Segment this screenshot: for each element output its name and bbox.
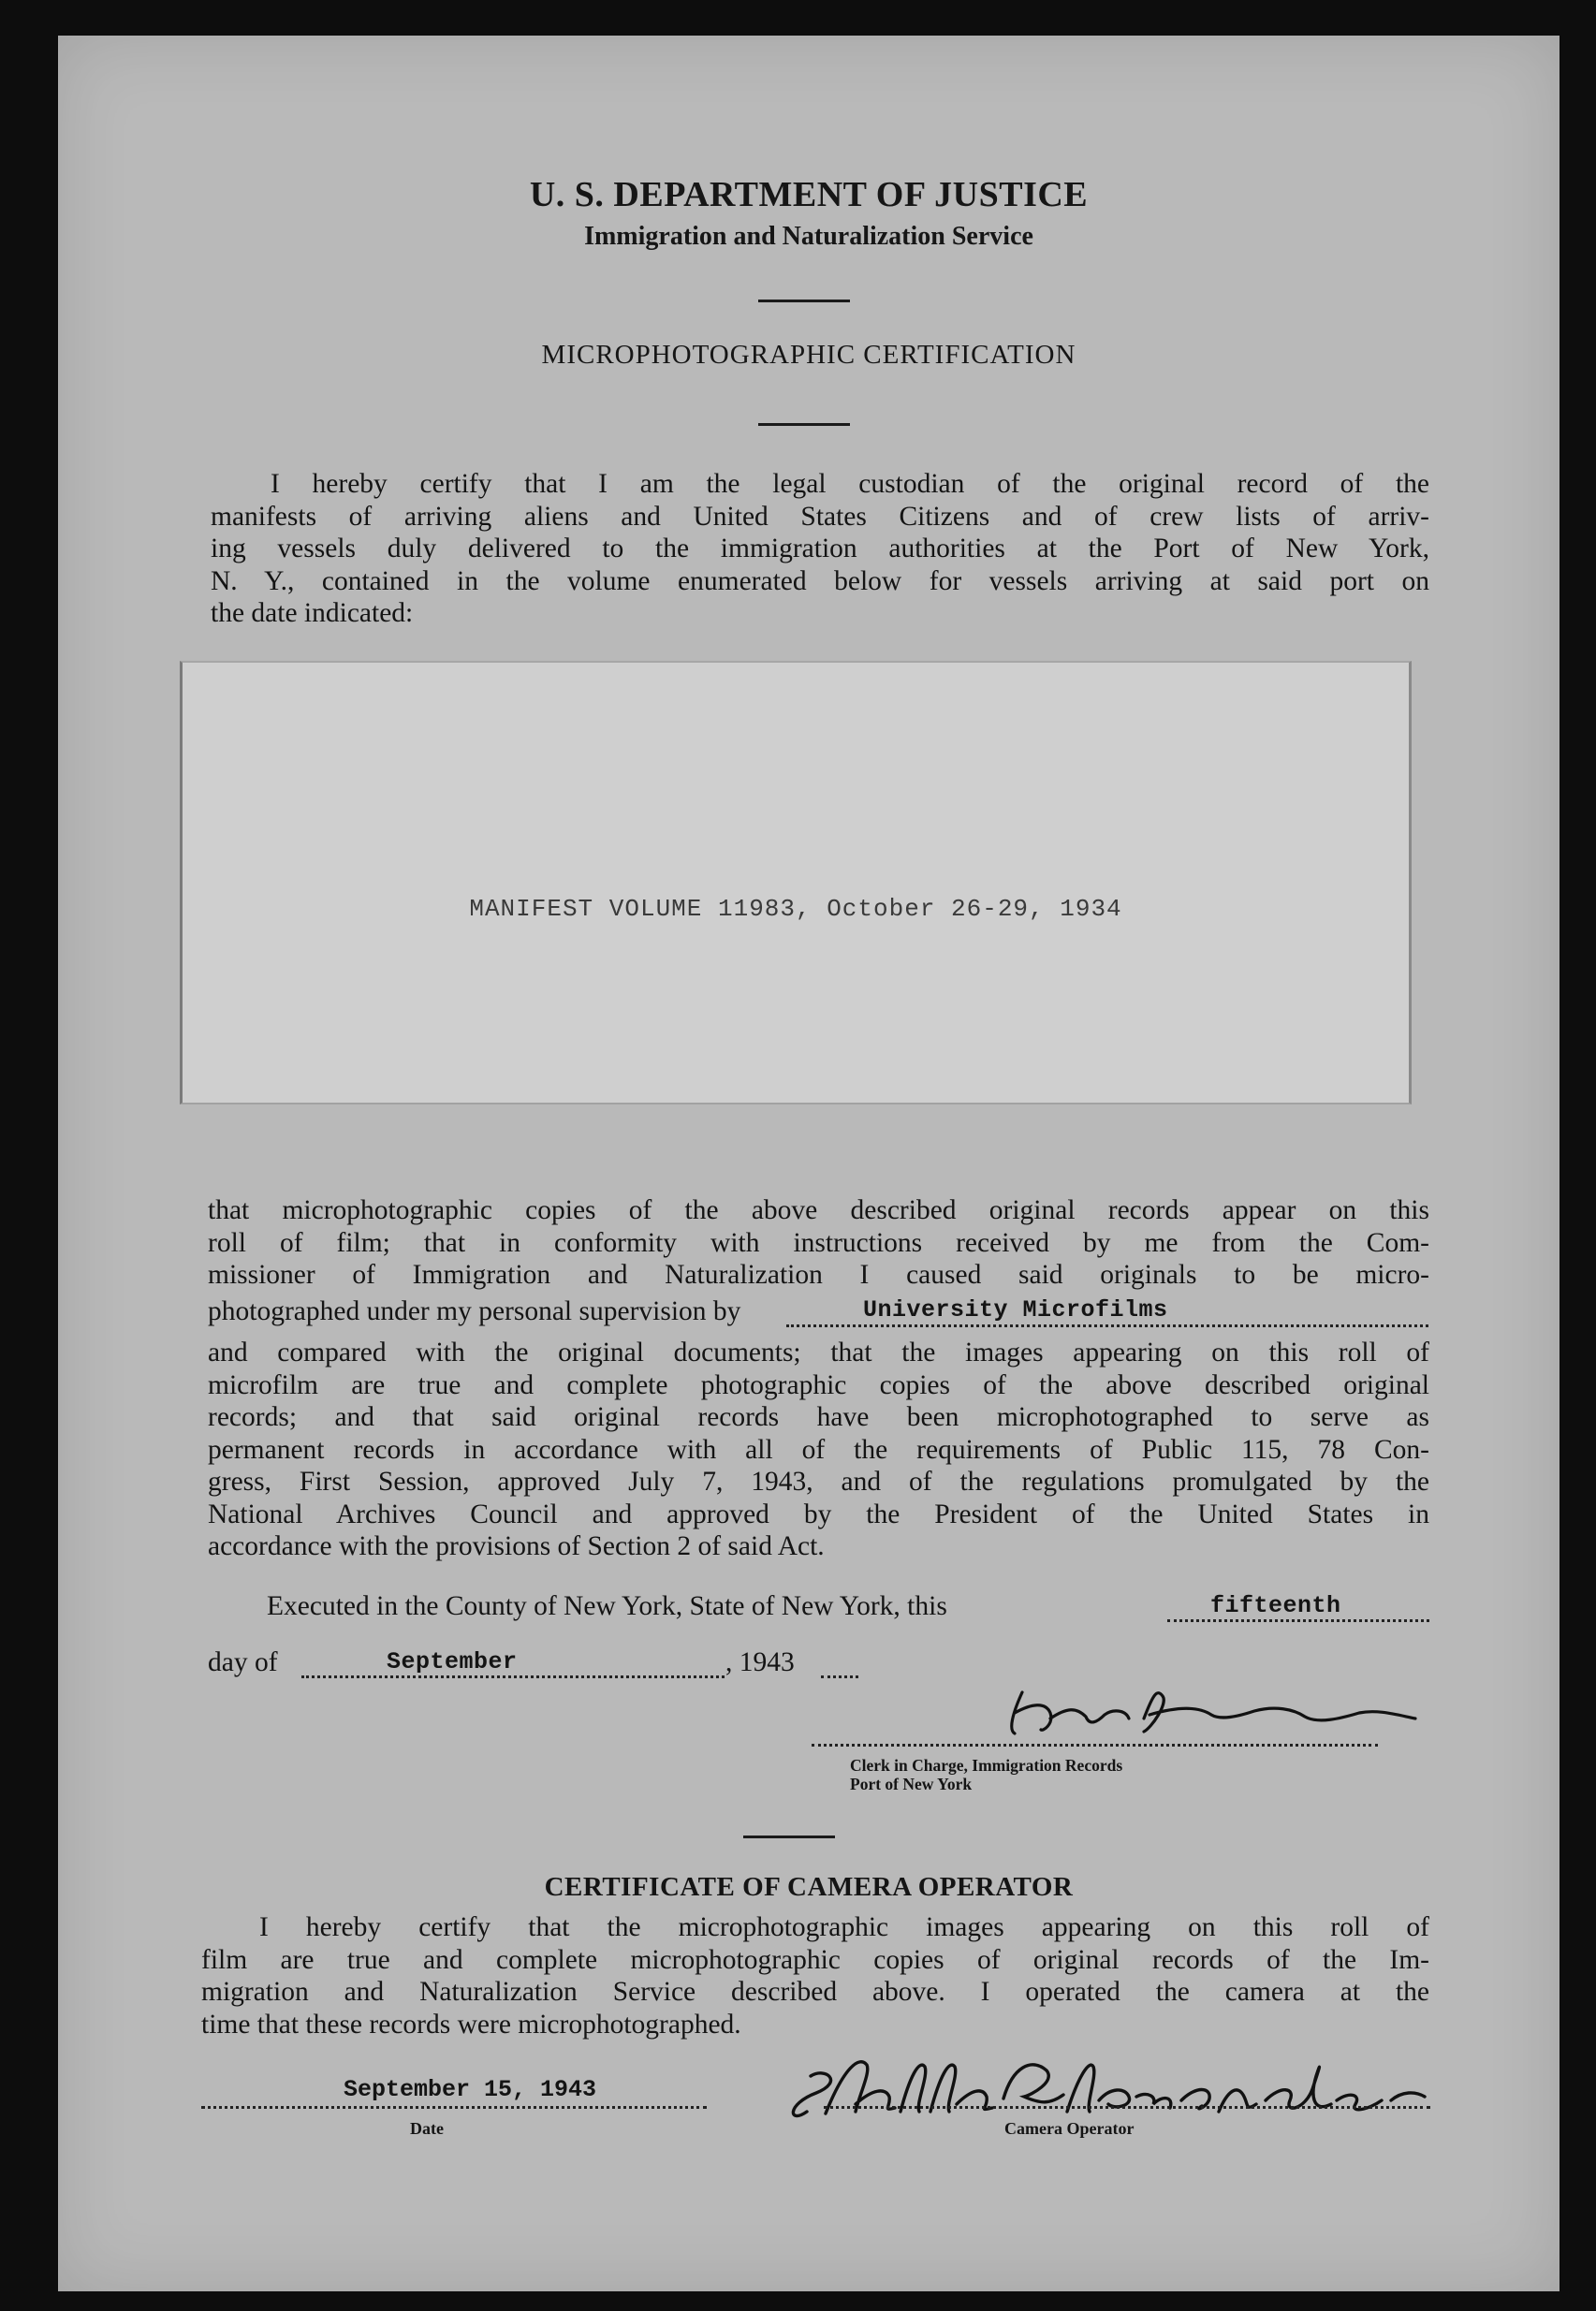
clerk-signature-line: [812, 1744, 1378, 1747]
camera-date-label: Date: [410, 2119, 444, 2138]
camera-date-dotted-line: [201, 2106, 707, 2109]
camera-operator-label: Camera Operator: [1004, 2119, 1135, 2138]
header-divider: [758, 300, 850, 302]
body-paragraph: [208, 1194, 1429, 1292]
body-line: accordance with the provisions of Section 2 of said Act.: [208, 1531, 825, 1561]
certification-title: MICROPHOTOGRAPHIC CERTIFICATION: [541, 340, 1076, 370]
supervision-dotted-line: [786, 1324, 1428, 1327]
intro-line: the date indicated:: [211, 598, 414, 628]
document-page: [58, 36, 1559, 2291]
volume-insert-panel: [180, 661, 1412, 1104]
body-line: permanent records in accordance with all of the requirements of Public 115, 78 Con-: [208, 1434, 1429, 1465]
intro-line: N. Y., contained in the volume enumerated below for vessels arriving at said port on: [211, 565, 1429, 596]
day-of-line: [208, 1647, 882, 1678]
camera-date-value: September 15, 1943: [344, 2076, 597, 2103]
title-divider: [758, 423, 850, 426]
month-fill: September: [387, 1648, 518, 1675]
body-line: National Archives Council and approved by the President of the United States in: [208, 1499, 1429, 1529]
execution-day-fill: fifteenth: [1210, 1592, 1341, 1619]
intro-line: manifests of arriving aliens and United States Citizens and of crew lists of arriv-: [211, 501, 1429, 532]
body-line: missioner of Immigration and Naturalization I caused said originals to be micro-: [208, 1260, 1429, 1290]
body-paragraph-continued: [208, 1337, 1429, 1563]
body-line: gress, First Session, approved July 7, 1943, and of the regulations promulgated by the: [208, 1467, 1429, 1497]
camera-line: film are true and complete microphotographic copies of original records of the Im-: [201, 1944, 1429, 1975]
day-of-label: day of: [208, 1647, 278, 1677]
service-subheading: Immigration and Naturalization Service: [584, 222, 1033, 251]
clerk-office-line: Port of New York: [850, 1775, 973, 1793]
camera-operator-title: CERTIFICATE OF CAMERA OPERATOR: [544, 1872, 1074, 1902]
body-line: and compared with the original documents; that the images appearing on this roll of: [208, 1338, 1429, 1368]
camera-operator-dotted-line: [824, 2106, 1430, 2109]
body-line: that microphotographic copies of the above described original records appear on this: [208, 1195, 1429, 1225]
month-dotted-line: [301, 1675, 725, 1678]
intro-paragraph: [211, 468, 1429, 630]
camera-line: time that these records were microphotographed.: [201, 2009, 741, 2040]
camera-operator-paragraph: [201, 1911, 1429, 2040]
year-dotted-line: [821, 1675, 858, 1678]
body-line: records; and that said original records have been microphotographed to serve as: [208, 1402, 1429, 1432]
supervision-prefix: photographed under my personal supervision by: [208, 1296, 741, 1326]
body-line: roll of film; that in conformity with instructions received by me from the Com-: [208, 1227, 1429, 1258]
supervision-line: [208, 1296, 1429, 1327]
camera-line: migration and Naturalization Service described above. I operated the camera at the: [201, 1977, 1429, 2007]
clerk-signature: [957, 1675, 1443, 1750]
intro-line: I hereby certify that I am the legal custodian of the original record of the: [271, 469, 1429, 499]
intro-line: ing vessels duly delivered to the immigration authorities at the Port of New York,: [211, 534, 1429, 563]
execution-line: [267, 1591, 1429, 1622]
section-divider: [743, 1836, 835, 1838]
year-label: , 1943: [725, 1647, 795, 1677]
camera-line: I hereby certify that the microphotographic images appearing on this roll of: [259, 1912, 1429, 1942]
department-heading: U. S. DEPARTMENT OF JUSTICE: [529, 175, 1089, 214]
supervision-fill: University Microfilms: [863, 1296, 1168, 1324]
clerk-title-line: Clerk in Charge, Immigration Records: [850, 1756, 1123, 1775]
volume-label: MANIFEST VOLUME 11983, October 26-29, 1934: [469, 895, 1122, 923]
clerk-title: [850, 1756, 1122, 1793]
execution-prefix: Executed in the County of New York, State of New York, this: [267, 1591, 947, 1621]
body-line: microfilm are true and complete photographic copies of the above described original: [208, 1369, 1429, 1400]
execution-dotted-line: [1167, 1619, 1429, 1622]
